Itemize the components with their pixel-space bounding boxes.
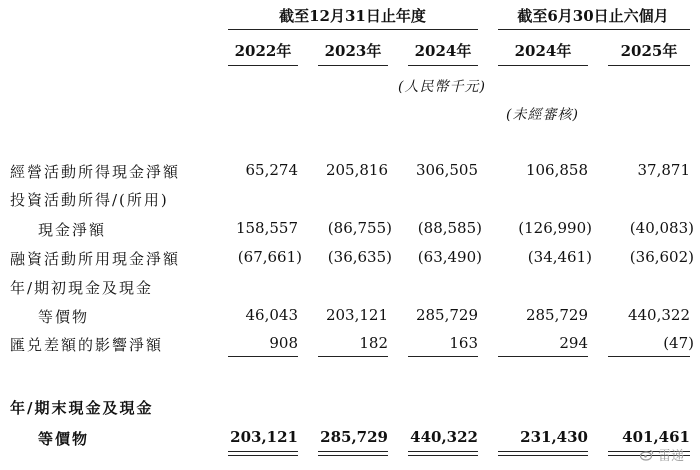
subtotal-rule [498, 356, 588, 357]
year-header: 2022年 [234, 42, 292, 60]
cell-value: 294 [559, 334, 588, 352]
cell-value: (67,661) [237, 248, 302, 266]
year-rule [408, 65, 478, 66]
year-header: 2025年 [620, 42, 678, 60]
group-rule-annual [228, 29, 478, 30]
row-label: 經營活動所得現金淨額 [10, 163, 181, 181]
total-value: 440,322 [410, 428, 478, 446]
total-value: 231,430 [520, 428, 588, 446]
cell-value: 163 [449, 334, 478, 352]
cell-value: (40,083) [629, 219, 694, 237]
total-double-rule [228, 451, 298, 456]
row-label: 匯兑差額的影響淨額 [10, 336, 164, 354]
subtotal-rule [228, 356, 298, 357]
year-header: 2024年 [414, 42, 472, 60]
year-header: 2023年 [324, 42, 382, 60]
cell-value: 37,871 [637, 161, 690, 179]
total-value: 285,729 [320, 428, 388, 446]
year-rule [498, 65, 588, 66]
cell-value: (47) [663, 334, 694, 352]
cell-value: (86,755) [327, 219, 392, 237]
year-rule [228, 65, 298, 66]
cell-value: 306,505 [415, 161, 478, 179]
total-value: 203,121 [230, 428, 298, 446]
group-header-annual: 截至12月31日止年度 [279, 7, 426, 25]
group-header-interim: 截至6月30日止六個月 [517, 7, 669, 25]
row-label: 等價物 [38, 308, 90, 326]
cell-value: (36,635) [327, 248, 392, 266]
cell-value: (36,602) [629, 248, 694, 266]
total-double-rule [498, 451, 588, 456]
watermark [640, 445, 684, 465]
cell-value: 908 [269, 334, 298, 352]
unaudited-note: (未經審核) [506, 107, 579, 123]
subtotal-rule [408, 356, 478, 357]
cell-value: 65,274 [245, 161, 298, 179]
group-rule-interim [498, 29, 690, 30]
year-rule [318, 65, 388, 66]
cell-value: 285,729 [525, 306, 588, 324]
cell-value: 46,043 [245, 306, 298, 324]
cell-value: 158,557 [235, 219, 298, 237]
unit-note: (人民幣千元) [398, 79, 486, 95]
row-label: 現金淨額 [38, 221, 107, 239]
cell-value: (88,585) [417, 219, 482, 237]
total-label-line2: 等價物 [38, 430, 90, 448]
cell-value: 440,322 [627, 306, 690, 324]
year-rule [608, 65, 690, 66]
cell-value: 203,121 [325, 306, 388, 324]
subtotal-rule [318, 356, 388, 357]
cell-value: 182 [359, 334, 388, 352]
cell-value: 106,858 [525, 161, 588, 179]
cell-value: 285,729 [415, 306, 478, 324]
weibo-icon [640, 449, 654, 465]
total-value: 401,461 [622, 428, 690, 446]
row-label: 投資活動所得/(所用) [10, 191, 169, 209]
cell-value: (126,990) [518, 219, 592, 237]
total-double-rule [408, 451, 478, 456]
year-header: 2024年 [514, 42, 572, 60]
row-label: 融資活動所用現金淨額 [10, 250, 181, 268]
total-label-line1: 年/期末現金及現金 [10, 399, 154, 417]
subtotal-rule [608, 356, 690, 357]
cell-value: (34,461) [527, 248, 592, 266]
cell-value: (63,490) [417, 248, 482, 266]
row-label: 年/期初現金及現金 [10, 279, 154, 297]
watermark-text: 雷递 [658, 449, 685, 464]
total-double-rule [318, 451, 388, 456]
cell-value: 205,816 [325, 161, 388, 179]
